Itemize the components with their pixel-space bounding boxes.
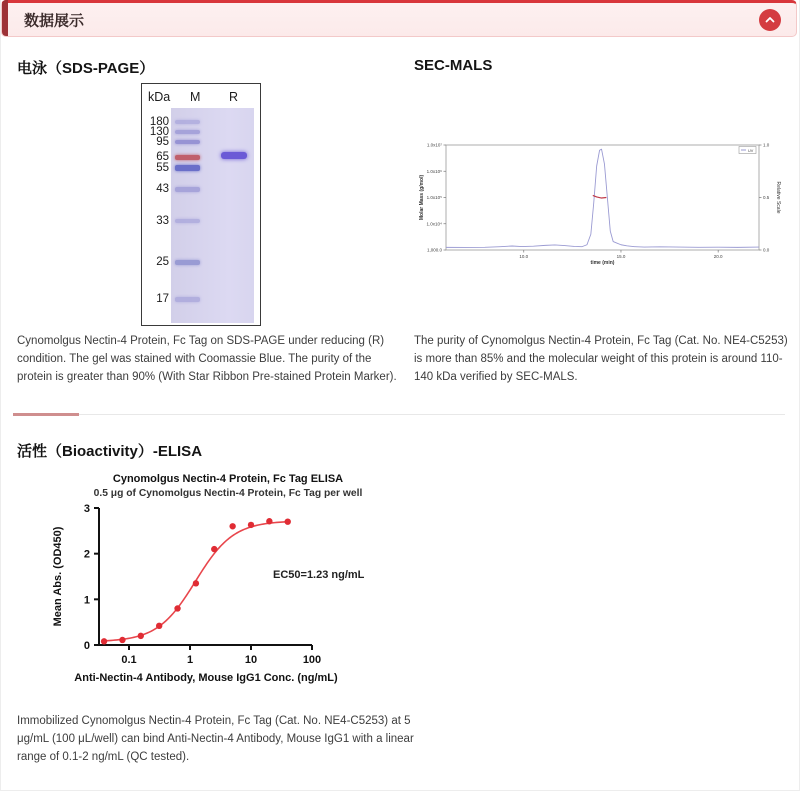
sec-left-tick: 1.0x10⁵ xyxy=(426,195,442,201)
gel-marker-label-17: 17 xyxy=(156,293,169,305)
elisa-y-tick: 2 xyxy=(83,548,90,561)
elisa-subtitle: 0.5 μg of Cynomolgus Nectin-4 Protein, Fc Tag per well xyxy=(93,488,363,499)
gel-marker-label-65: 65 xyxy=(156,151,169,163)
gel-marker-label-25: 25 xyxy=(156,256,169,268)
gel-marker-band-65 xyxy=(175,155,200,160)
sec-left-tick: 1.0x10⁶ xyxy=(426,168,442,174)
sds-page-gel-image xyxy=(141,83,261,326)
elisa-ec50-annotation: EC50=1.23 ng/mL xyxy=(273,569,365,581)
sec-x-tick: 10.0 xyxy=(519,254,529,259)
gel-marker-band-33 xyxy=(175,219,200,223)
gel-marker-label-130: 130 xyxy=(149,126,169,138)
elisa-data-point xyxy=(248,522,254,528)
gel-marker-band-95 xyxy=(175,140,200,144)
sec-mals-chart xyxy=(411,130,791,270)
elisa-caption: Immobilized Cynomolgus Nectin-4 Protein, Fc Tag (Cat. No. NE4-C5253) at 5 μg/mL (100 μL/well) can bind Anti-Nectin-4 Antibody, Mouse IgG1 with a linear range of 0.1-2 ng/mL (QC tested). xyxy=(17,715,414,763)
gel-marker-band-180 xyxy=(175,120,200,124)
elisa-data-point xyxy=(229,523,235,529)
sec-left-tick: 1.0x10⁷ xyxy=(426,142,442,148)
sec-legend-label: UV xyxy=(748,148,754,153)
sec-mals-plot xyxy=(411,130,791,270)
elisa-data-point xyxy=(156,623,162,629)
elisa-data-point xyxy=(119,637,125,643)
gel-marker-label-55: 55 xyxy=(156,162,169,174)
sec-xlabel: time (min) xyxy=(590,260,615,266)
elisa-y-tick: 1 xyxy=(83,594,90,607)
data-display-header[interactable] xyxy=(1,0,797,37)
sec-mals-section-title: SEC-MALS xyxy=(414,57,493,74)
elisa-chart xyxy=(41,468,401,698)
elisa-ylabel: Mean Abs. (OD450) xyxy=(52,526,64,627)
sec-x-tick: 20.0 xyxy=(713,254,723,259)
header-accent-bar xyxy=(2,0,8,36)
elisa-data-point xyxy=(266,518,272,524)
gel-marker-label-33: 33 xyxy=(156,215,169,227)
elisa-y-tick: 3 xyxy=(83,503,90,515)
section-divider xyxy=(13,414,785,415)
chevron-up-icon xyxy=(763,13,777,27)
sec-ylabel-left: Molar Mass (g/mol) xyxy=(419,174,425,221)
gel-marker-band-25 xyxy=(175,260,200,265)
sec-right-tick: 0.5 xyxy=(763,195,770,201)
collapse-button[interactable] xyxy=(759,9,781,31)
sec-x-tick: 15.0 xyxy=(616,254,626,259)
gel-marker-label-95: 95 xyxy=(156,136,169,148)
elisa-title: Cynomolgus Nectin-4 Protein, Fc Tag ELISA xyxy=(112,473,344,485)
gel-lane-label-r: R xyxy=(229,90,239,104)
elisa-y-tick: 0 xyxy=(83,640,90,652)
gel-marker-band-130 xyxy=(175,130,200,134)
section-divider-accent xyxy=(13,413,79,416)
sec-right-tick: 0.0 xyxy=(763,247,770,253)
sec-right-tick: 1.0 xyxy=(763,142,770,148)
sec-left-tick: 1,000.0 xyxy=(426,247,442,253)
gel-marker-label-43: 43 xyxy=(156,183,169,195)
elisa-data-point xyxy=(285,519,291,525)
elisa-data-point xyxy=(101,638,107,644)
elisa-data-point xyxy=(138,633,144,639)
sec-mals-caption: The purity of Cynomolgus Nectin-4 Protein, Fc Tag (Cat. No. NE4-C5253) is more than 85% and the molecular weight of this protein is around 110-140 kDa verified by SEC-MALS. xyxy=(414,335,788,383)
gel-marker-band-55 xyxy=(175,165,200,171)
elisa-data-point xyxy=(174,605,180,611)
elisa-section-title: 活性（Bioactivity）-ELISA xyxy=(17,443,203,460)
elisa-x-tick: 0.1 xyxy=(121,654,137,666)
gel-lane-label-m: M xyxy=(190,90,201,104)
elisa-data-point xyxy=(193,580,199,586)
sec-left-tick: 1.0x10⁴ xyxy=(426,221,442,227)
sds-page-section-title: 电泳（SDS-PAGE） xyxy=(17,60,155,77)
gel-marker-label-180: 180 xyxy=(149,116,169,128)
sec-ylabel-right: Relative Scale xyxy=(775,181,781,214)
elisa-xlabel: Anti-Nectin-4 Antibody, Mouse IgG1 Conc. (ng/mL) xyxy=(74,672,338,684)
elisa-x-tick: 10 xyxy=(244,654,258,666)
gel-marker-band-17 xyxy=(175,297,200,302)
gel-marker-band-43 xyxy=(175,187,200,192)
gel-sample-band-r xyxy=(221,152,247,159)
elisa-x-tick: 1 xyxy=(186,654,194,666)
page-title: 数据展示 xyxy=(24,12,85,29)
elisa-plot xyxy=(41,468,401,698)
elisa-data-point xyxy=(211,546,217,552)
elisa-x-tick: 100 xyxy=(302,654,322,666)
sds-page-caption: Cynomolgus Nectin-4 Protein, Fc Tag on SDS-PAGE under reducing (R) condition. The gel was stained with Coomassie Blue. The purity of the protein is greater than 90% (With Star Ribbon Pre-stained Protein Marker). xyxy=(17,335,397,383)
gel-unit-label: kDa xyxy=(148,90,171,104)
